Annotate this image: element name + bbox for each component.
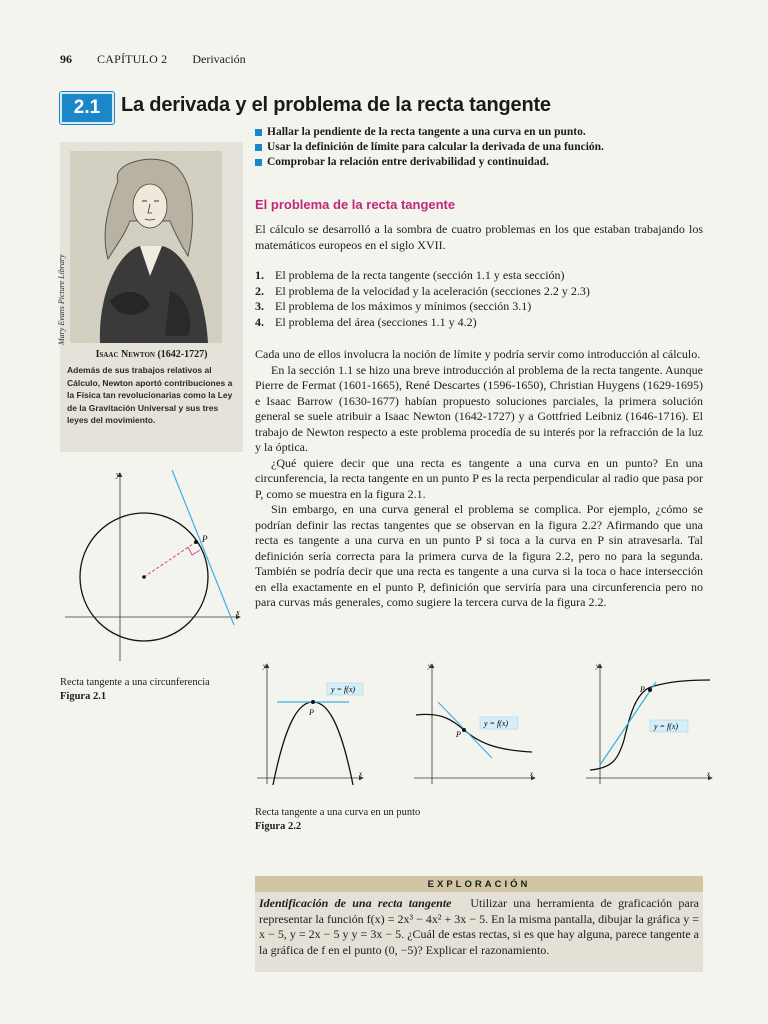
- body-text: [255, 347, 703, 611]
- image-credit: Mary Evans Picture Library: [57, 254, 66, 345]
- objectives-list: [255, 125, 604, 170]
- newton-portrait-image: [70, 151, 222, 343]
- figure-2-2-caption: Recta tangente a una curva en un punto Figura 2.2: [255, 807, 421, 832]
- svg-text:x: x: [359, 770, 363, 778]
- right-angle-mark: [188, 547, 200, 555]
- svg-text:x: x: [530, 770, 534, 778]
- list-item: 3. El problema de los máximos y mínimos (sección 3.1): [255, 299, 532, 313]
- objective-item: Comprobar la relación entre derivabilidad y continuidad.: [255, 155, 604, 170]
- figure-2-2c-s-curve: [584, 660, 714, 785]
- portrait-caption: Además de sus trabajos relativos al Cálculo, Newton aportó contribuciones a la Física tan revolucionarias como la Ley de la Gravitación Universal y sus tres leyes del movimiento.: [67, 365, 233, 425]
- exploration-title: Identificación de una recta tangente: [259, 896, 452, 910]
- section-number-badge: 2.1: [60, 92, 114, 124]
- svg-text:x: x: [707, 770, 711, 778]
- intro-paragraph: [255, 222, 703, 253]
- exploration-body: [259, 896, 699, 958]
- y-axis-label: y: [116, 470, 120, 479]
- paragraph: En la sección 1.1 se hizo una breve introducción al problema de la recta tangente. Aunque Pierre de Fermat (1601-1665), René Descartes (1596-1650), Christian Huygens (1629-1695) e Isaac Barrow (1630-1677) habían propuesto soluciones parciales, la primera solución general se suele atribuir a Isaac Newton (1642-1727) y a Gottfried Leibniz (1646-1716). El trabajo de Newton respecto a este problema procedía de su interés por la refracción de la luz y la óptica.: [255, 362, 703, 454]
- x-axis-label: x: [236, 608, 240, 617]
- portrait-name: Isaac Newton (1642-1727): [95, 349, 208, 360]
- paragraph: Cada uno de ellos involucra la noción de límite y podría servir como introducción al cálculo.: [255, 347, 701, 361]
- paragraph: Sin embargo, en una curva general el problema se complica. Por ejemplo, ¿cómo se podrían definir las rectas tangentes que se observan en la figura 2.2? Afirmando que una recta es tangente a una curva en un punto P si toca a la curva en P sin atravesarla. Tal definición sería correcta para la primera curva de la figura 2.2, pero no para la segunda. También se podría decir que una recta es tangente a una curva si la toca o hace intersección en ella exactamente en el punto P, definición que serviría para una circunferencia pero no para curvas más generales, como sugiere la tercera curva de la figura 2.2.: [255, 502, 703, 609]
- section-title: La derivada y el problema de la recta tangente: [121, 94, 551, 116]
- svg-text:P: P: [640, 685, 645, 694]
- list-item: 1. El problema de la recta tangente (sección 1.1 y esta sección): [255, 268, 565, 282]
- page-number: 96: [60, 52, 72, 66]
- objective-item: Hallar la pendiente de la recta tangente a una curva en un punto.: [255, 125, 604, 140]
- figure-2-2b-decreasing-curve: [412, 660, 537, 785]
- objective-item: Usar la definición de límite para calcular la derivada de una función.: [255, 140, 604, 155]
- svg-text:y = f(x): y = f(x): [654, 722, 679, 731]
- figure-label: Figura 2.1: [60, 691, 107, 702]
- chapter-label: CAPÍTULO 2: [97, 52, 168, 66]
- running-head: [60, 52, 246, 67]
- figure-2-2a-parabola: [255, 660, 365, 785]
- list-item: 4. El problema del área (secciones 1.1 y 4.2): [255, 314, 477, 329]
- svg-text:P: P: [309, 708, 314, 717]
- exploration-heading: EXPLORACIÓN: [255, 876, 703, 892]
- point-p: [194, 540, 198, 544]
- svg-text:y: y: [263, 662, 267, 670]
- intro-text: El cálculo se desarrolló a la sombra de cuatro problemas en los que estaban trabajando los matemáticos europeos en el siglo XVII.: [255, 222, 703, 252]
- figure-label: Figura 2.2: [255, 821, 302, 832]
- figure-2-1-circle-tangent: [60, 465, 250, 665]
- exploration-text: Utilizar una herramienta de graficación para representar la función f(x) = 2x³ − 4x² + 3x − 5. En la misma pantalla, dibujar la gráfica y = x − 5, y = 2x − 5 y y = 3x − 5. ¿Cuál de estas rectas, si es que hay alguna, parece tangente a la gráfica de f en el punto (0, −5)? Explicar el razonamiento.: [259, 896, 700, 957]
- paragraph: ¿Qué quiere decir que una recta es tangente a una curva en un punto? En una circunferencia, la recta tangente en un punto P es la recta perpendicular al radio que pasa por P, como se muestra en la figura 2.1.: [255, 455, 703, 501]
- point-label: P: [202, 534, 208, 544]
- list-item: 2. El problema de la velocidad y la aceleración (secciones 2.2 y 2.3): [255, 283, 590, 298]
- figure-2-1-caption: Recta tangente a una circunferencia Figura 2.1: [60, 677, 210, 702]
- svg-text:y: y: [596, 662, 600, 670]
- problems-list: [255, 268, 590, 330]
- svg-text:y = f(x): y = f(x): [484, 719, 509, 728]
- svg-text:y = f(x): y = f(x): [331, 685, 356, 694]
- subsection-title: El problema de la recta tangente: [255, 197, 456, 212]
- svg-text:y: y: [428, 662, 432, 670]
- svg-text:P: P: [456, 730, 461, 739]
- chapter-title: Derivación: [192, 52, 246, 66]
